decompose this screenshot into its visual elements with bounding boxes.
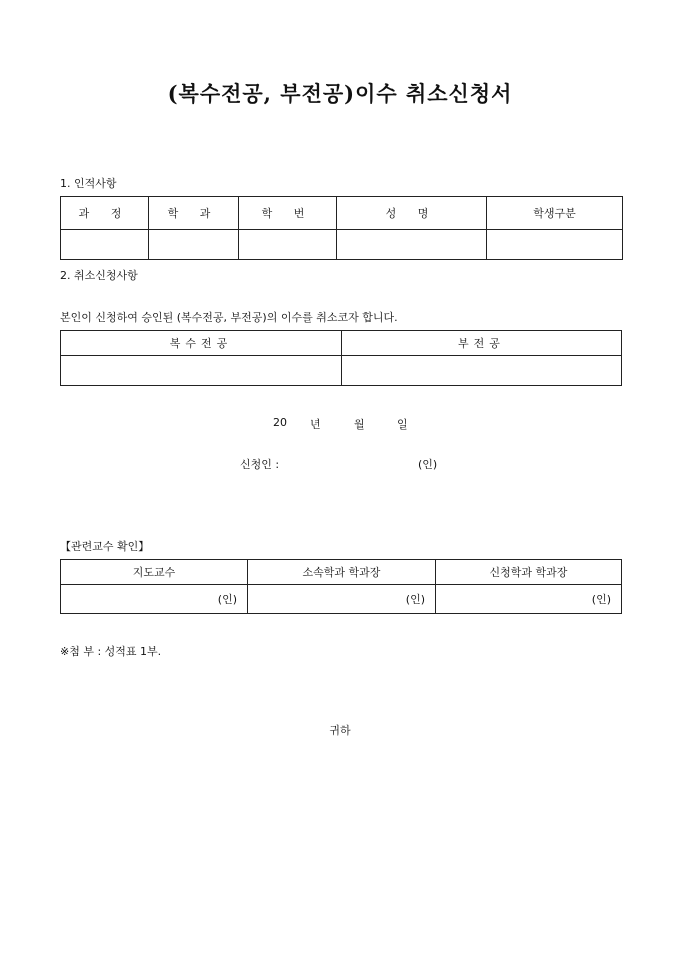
header-name: 성 명 xyxy=(337,197,487,230)
header-applied-dept-chair: 신청학과 학과장 xyxy=(436,560,622,585)
advisor-seal[interactable]: (인) xyxy=(61,585,248,614)
header-student-id: 학 번 xyxy=(239,197,337,230)
attachment-note: ※첨 부 : 성적표 1부. xyxy=(60,645,162,658)
date-year-prefix: 20 xyxy=(273,416,287,429)
applicant-label: 신청인 : xyxy=(240,458,280,471)
header-double-major: 복수전공 xyxy=(61,331,342,356)
header-home-dept-chair: 소속학과 학과장 xyxy=(248,560,436,585)
date-month-label: 월 xyxy=(354,418,365,431)
home-dept-chair-seal[interactable]: (인) xyxy=(248,585,436,614)
closing-text: 귀하 xyxy=(329,724,351,737)
applied-dept-chair-seal[interactable]: (인) xyxy=(436,585,622,614)
date-day-label: 일 xyxy=(397,418,408,431)
header-department: 학 과 xyxy=(149,197,239,230)
header-advisor: 지도교수 xyxy=(61,560,248,585)
header-student-type: 학생구분 xyxy=(487,197,623,230)
section2-heading: 2. 취소신청사항 xyxy=(60,269,138,282)
personal-info-table xyxy=(60,196,623,260)
cancel-statement: 본인이 신청하여 승인된 (복수전공, 부전공)의 이수를 취소코자 합니다. xyxy=(60,311,398,324)
cancel-request-table xyxy=(60,330,622,386)
applicant-seal: (인) xyxy=(418,458,438,471)
date-year-label: 년 xyxy=(310,418,321,431)
header-course: 과 정 xyxy=(61,197,149,230)
professor-confirm-table xyxy=(60,559,622,614)
department-field[interactable] xyxy=(149,230,239,260)
page-title: (복수전공, 부전공)이수 취소신청서 xyxy=(167,81,513,106)
header-minor: 부전공 xyxy=(342,331,622,356)
section1-heading: 1. 인적사항 xyxy=(60,177,117,190)
section3-heading: 【관련교수 확인】 xyxy=(60,540,150,553)
student-type-field[interactable] xyxy=(487,230,623,260)
student-id-field[interactable] xyxy=(239,230,337,260)
double-major-field[interactable] xyxy=(61,356,342,386)
minor-field[interactable] xyxy=(342,356,622,386)
name-field[interactable] xyxy=(337,230,487,260)
course-field[interactable] xyxy=(61,230,149,260)
